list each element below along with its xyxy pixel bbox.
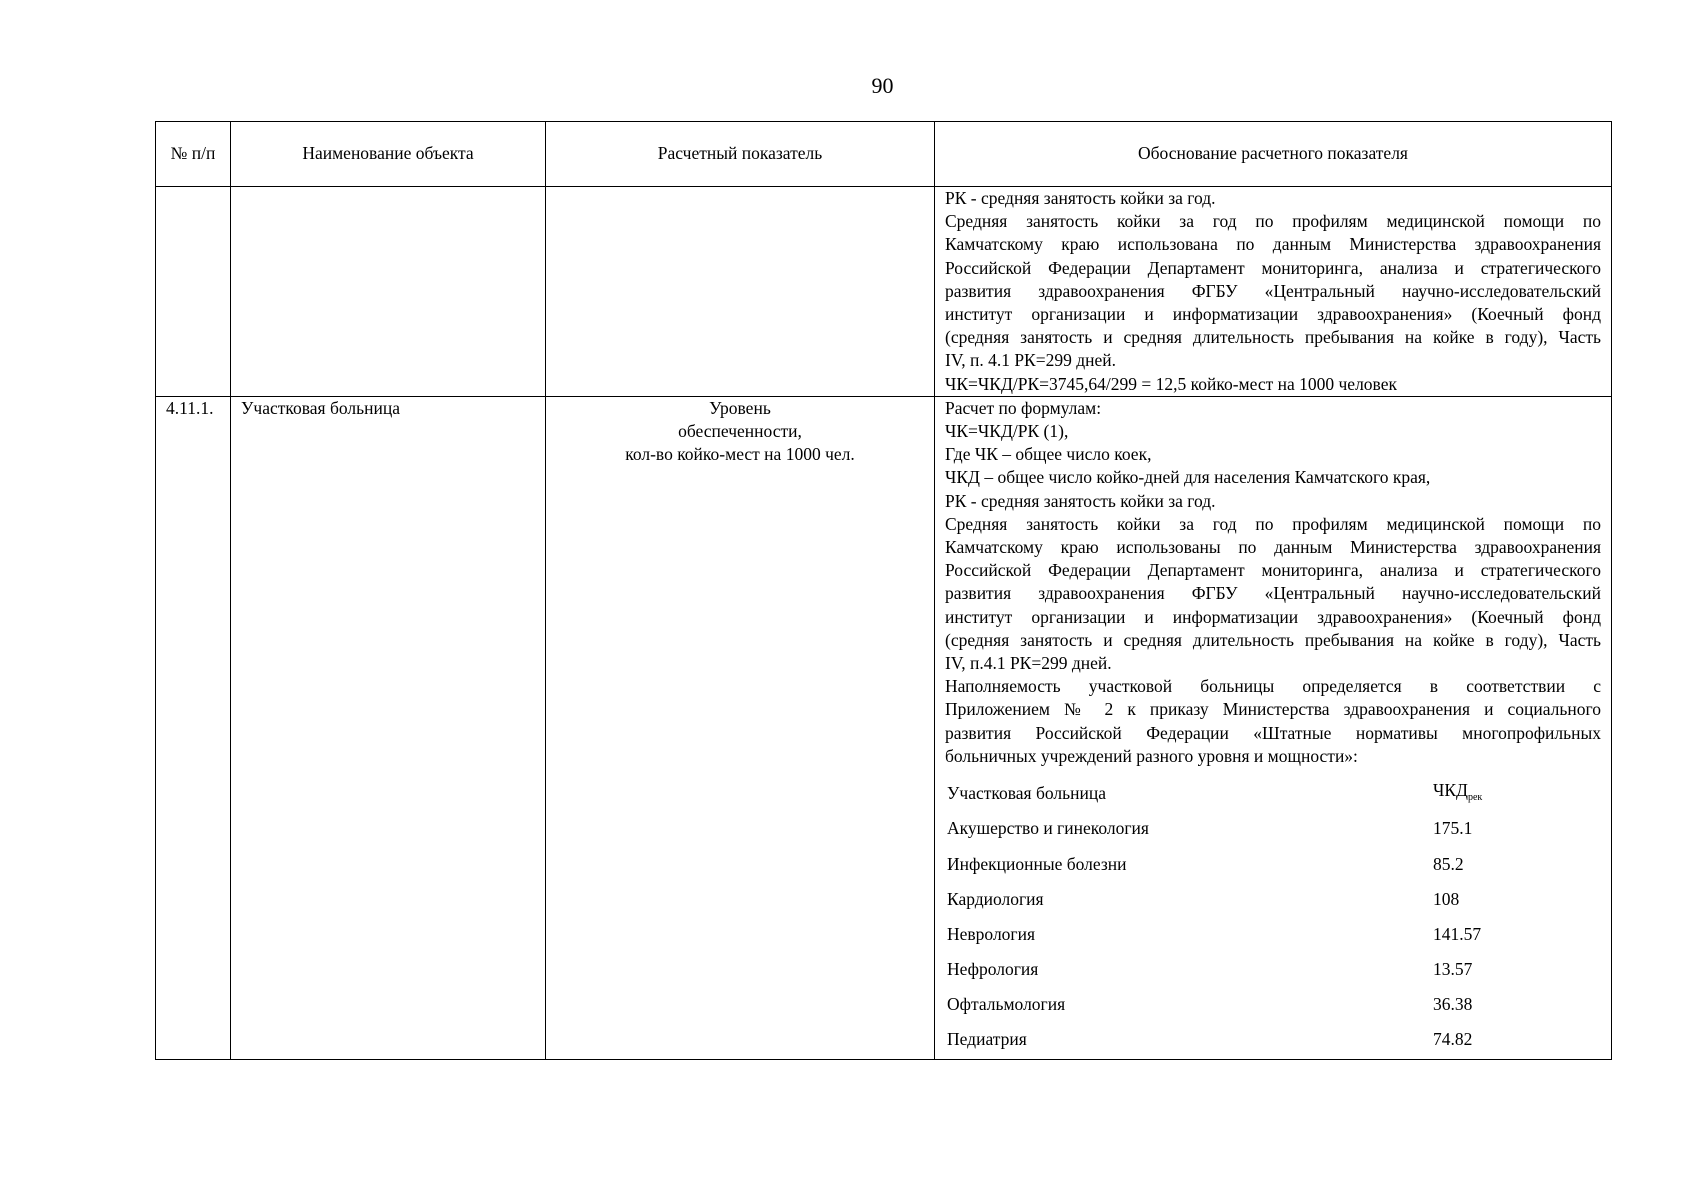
norms-header-value-sub: рек — [1467, 791, 1483, 803]
norms-profile: Нефрология — [947, 959, 1039, 980]
indicator-line: обеспеченности, — [678, 421, 802, 442]
norms-value: 13.57 — [1433, 959, 1473, 980]
cell-number — [156, 187, 231, 397]
norms-header-value-main: ЧКД — [1433, 779, 1468, 800]
table-row-4-11-1 — [156, 396, 1612, 1059]
text-line: больничных учреждений разного уровня и мощности»: — [945, 745, 1358, 766]
text-line: развития здравоохранения ФГБУ «Центральный научно-исследовательский — [945, 583, 1601, 604]
cell-indicator — [546, 187, 935, 397]
text-line: Где ЧК – общее число коек, — [945, 444, 1152, 465]
norms-table — [945, 776, 1601, 1058]
norms-header-value — [1431, 776, 1601, 811]
text-line: ЧКД – общее число койко-дней для населения Камчатского края, — [945, 467, 1431, 488]
text-line: развития Российской Федерации «Штатные нормативы многопрофильных — [945, 722, 1601, 743]
text-line: Российской Федерации Департамент мониторинга, анализа и стратегического — [945, 257, 1601, 278]
norms-profile: Неврология — [947, 923, 1036, 944]
header-object-name: Наименование объекта — [231, 122, 546, 187]
text-line: Приложением № 2 к приказу Министерства здравоохранения и социального — [945, 699, 1601, 720]
norms-header-row — [945, 776, 1601, 811]
norms-profile: Акушерство и гинекология — [947, 818, 1149, 839]
justification-text — [945, 397, 1601, 768]
text-line: (средняя занятость и средняя длительность пребывания на койке в году), Часть — [945, 629, 1601, 650]
cell-indicator — [546, 396, 935, 1059]
norms-value: 74.82 — [1433, 1029, 1473, 1050]
text-line: ЧК=ЧКД/РК (1), — [945, 421, 1069, 442]
norms-row — [945, 811, 1601, 846]
text-line: Средняя занятость койки за год по профилям медицинской помощи по — [945, 513, 1601, 534]
norms-profile: Офтальмология — [947, 994, 1066, 1015]
text-line: Российской Федерации Департамент мониторинга, анализа и стратегического — [945, 560, 1601, 581]
text-line: IV, п. 4.1 РК=299 дней. — [945, 350, 1117, 371]
text-line: институт организации и информатизации здравоохранения» (Коечный фонд — [945, 606, 1601, 627]
norms-value: 108 — [1433, 888, 1460, 909]
cell-object-name — [231, 187, 546, 397]
text-line: ЧК=ЧКД/РК=3745,64/299 = 12,5 койко-мест на 1000 человек — [945, 373, 1397, 394]
norms-row — [945, 846, 1601, 881]
standards-table — [155, 121, 1612, 1060]
text-line: Расчет по формулам: — [945, 397, 1102, 418]
norms-value: 85.2 — [1433, 853, 1464, 874]
table-header-row — [156, 122, 1612, 187]
text-line: РК - средняя занятость койки за год. — [945, 188, 1216, 208]
indicator-line: Уровень — [709, 397, 771, 418]
header-justification: Обоснование расчетного показателя — [935, 122, 1612, 187]
text-line: РК - средняя занятость койки за год. — [945, 490, 1216, 511]
text-line: Камчатскому краю использована по данным Министерства здравоохранения — [945, 234, 1601, 255]
cell-number: 4.11.1. — [156, 396, 231, 1059]
cell-object-name: Участковая больница — [231, 396, 546, 1059]
justification-text — [945, 187, 1601, 396]
norms-value: 175.1 — [1433, 818, 1473, 839]
norms-row — [945, 917, 1601, 952]
norms-profile: Инфекционные болезни — [947, 853, 1127, 874]
norms-row — [945, 987, 1601, 1022]
header-indicator: Расчетный показатель — [546, 122, 935, 187]
cell-justification — [935, 396, 1612, 1059]
norms-value: 36.38 — [1433, 994, 1473, 1015]
text-line: Средняя занятость койки за год по профилям медицинской помощи по — [945, 211, 1601, 232]
table-row-continuation — [156, 187, 1612, 397]
text-line: IV, п.4.1 РК=299 дней. — [945, 653, 1112, 674]
norms-profile: Педиатрия — [947, 1029, 1027, 1050]
norms-row — [945, 882, 1601, 917]
indicator-line: кол-во койко-мест на 1000 чел. — [625, 444, 855, 465]
norms-row — [945, 1022, 1601, 1057]
header-number: № п/п — [156, 122, 231, 187]
cell-justification — [935, 187, 1612, 397]
norms-header-label: Участковая больница — [947, 783, 1106, 804]
norms-value: 141.57 — [1433, 923, 1482, 944]
norms-row — [945, 952, 1601, 987]
text-line: (средняя занятость и средняя длительность пребывания на койке в году), Часть — [945, 327, 1601, 348]
text-line: развития здравоохранения ФГБУ «Центральный научно-исследовательский — [945, 280, 1601, 301]
text-line: Камчатскому краю использованы по данным Министерства здравоохранения — [945, 537, 1601, 558]
text-line: Наполняемость участковой больницы определяется в соответствии с — [945, 676, 1601, 697]
norms-profile: Кардиология — [947, 888, 1044, 909]
page-number: 90 — [871, 73, 894, 98]
text-line: институт организации и информатизации здравоохранения» (Коечный фонд — [945, 304, 1601, 325]
